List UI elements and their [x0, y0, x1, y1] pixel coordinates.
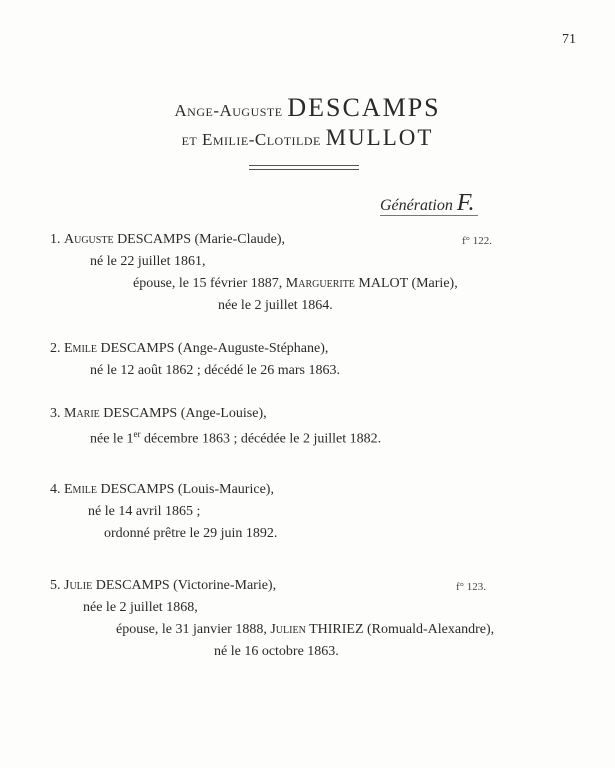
entry-surname: DESCAMPS — [103, 406, 178, 421]
entry-4-ordination: ordonné prêtre le 29 juin 1892. — [104, 526, 278, 541]
father-given-names: Ange-Auguste — [174, 101, 283, 120]
entry-5-spouse-birth: né le 16 octobre 1863. — [214, 644, 339, 659]
entry-given-names: (Louis-Maurice), — [177, 482, 274, 497]
entry-5-folio-ref: f° 123. — [456, 581, 487, 593]
marriage-text: épouse, le 31 janvier 1888, — [116, 622, 267, 637]
generation-word: Génération — [380, 197, 453, 214]
entry-number: 5. — [50, 578, 61, 593]
entry-number: 2. — [50, 341, 61, 356]
entry-surname: DESCAMPS — [95, 578, 170, 593]
mother-given-names: et Emilie-Clotilde — [181, 130, 321, 149]
entry-3-birth-death — [90, 429, 381, 448]
entry-surname: DESCAMPS — [117, 232, 191, 247]
entry-2-heading — [50, 341, 328, 357]
entry-2-birth-death: né le 12 août 1862 ; décédé le 26 mars 1863. — [90, 363, 340, 378]
entry-surname: DESCAMPS — [100, 341, 175, 356]
entry-1-spouse-birth: née le 2 juillet 1864. — [218, 298, 333, 313]
spouse-given-names: (Marie), — [411, 276, 458, 291]
entry-5-marriage — [116, 622, 494, 638]
marriage-text: épouse, le 15 février 1887, — [133, 276, 283, 291]
entry-first-name: Auguste — [64, 232, 114, 247]
entry-number: 1. — [50, 232, 61, 247]
generation-label — [380, 190, 474, 217]
entry-4-birth: né le 14 avril 1865 ; — [88, 504, 201, 519]
ordinal-superscript: er — [133, 429, 141, 439]
spouse-given-names: (Romuald-Alexandre), — [367, 622, 495, 637]
entry-5-heading — [50, 578, 276, 594]
entry-4-heading — [50, 482, 274, 498]
spouse-first-name: Marguerite — [285, 276, 355, 291]
entry-given-names: (Marie-Claude), — [194, 232, 286, 247]
entry-first-name: Emile — [64, 482, 97, 497]
entry-1-folio-ref: f° 122. — [462, 235, 493, 247]
spouse-first-name: Julien — [270, 622, 306, 637]
entry-first-name: Emile — [64, 341, 97, 356]
father-surname: DESCAMPS — [287, 93, 441, 122]
entry-given-names: (Victorine-Marie), — [173, 578, 277, 593]
birth-prefix: née le 1 — [90, 431, 134, 447]
entry-surname: DESCAMPS — [100, 482, 175, 497]
generation-underline — [380, 215, 478, 216]
page-title-line-2 — [0, 125, 615, 151]
birth-suffix: décembre 1863 ; décédée le 2 juillet 1882. — [140, 431, 382, 447]
entry-first-name: Julie — [64, 578, 93, 593]
entry-1-birth: né le 22 juillet 1861, — [90, 254, 206, 269]
title-divider-bottom — [249, 169, 359, 170]
entry-first-name: Marie — [64, 406, 100, 421]
spouse-surname: THIRIEZ — [309, 622, 364, 637]
generation-letter: F. — [456, 190, 475, 216]
page-number: 71 — [562, 32, 576, 47]
entry-3-heading — [50, 406, 267, 422]
entry-1-marriage — [133, 276, 458, 292]
entry-1-heading — [50, 232, 285, 248]
entry-given-names: (Ange-Auguste-Stéphane), — [177, 341, 329, 356]
entry-number: 4. — [50, 482, 61, 497]
title-divider-top — [249, 165, 359, 166]
page-title-line-1 — [0, 93, 615, 123]
mother-surname: MULLOT — [325, 125, 434, 150]
entry-given-names: (Ange-Louise), — [180, 406, 267, 421]
entry-5-birth: née le 2 juillet 1868, — [83, 600, 198, 615]
spouse-surname: MALOT — [358, 276, 408, 291]
entry-number: 3. — [50, 406, 61, 421]
